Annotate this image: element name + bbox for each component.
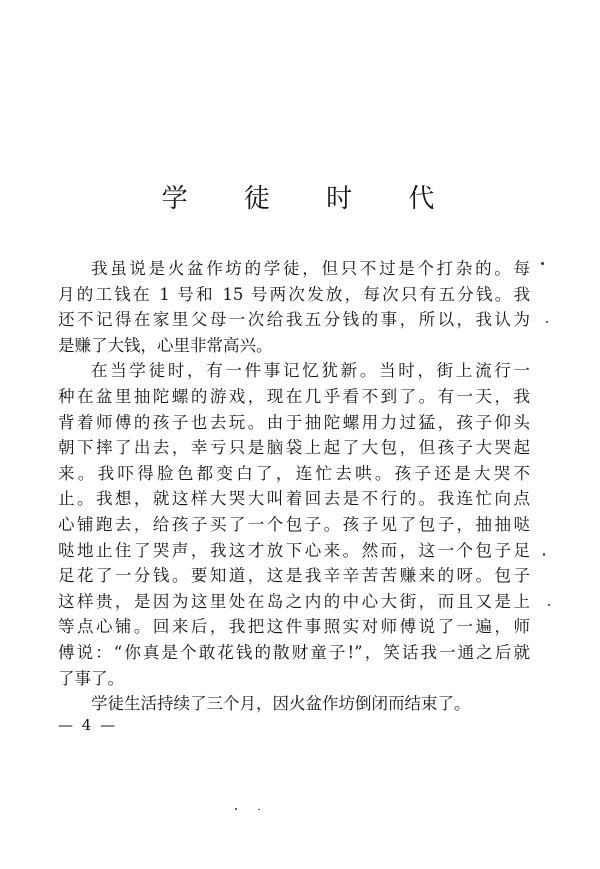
text-line: 背着师傅的孩子也去玩。由于抽陀螺用力过猛，孩子仰头 (58, 412, 530, 432)
scan-speck (258, 809, 260, 810)
text-line: 傅说：“你真是个敢花钱的散财童子!”，笑话我一通之后就 (58, 642, 530, 662)
text-line: 了事了。 (58, 668, 124, 688)
text-line: 我虽说是火盆作坊的学徒，但只不过是个打杂的。每 (91, 259, 530, 278)
text-line: 朝下摔了出去，幸亏只是脑袋上起了大包，但孩子大哭起 (58, 438, 530, 458)
body-text (58, 256, 530, 717)
text-line: 月的工钱在 1 号和 15 号两次发放，每次只有五分钱。我 (58, 284, 530, 304)
scan-speck (235, 808, 237, 810)
text-line: 种在盆里抽陀螺的游戏，现在几乎看不到了。有一天，我 (58, 386, 530, 406)
page-number: — 4 — (58, 716, 118, 734)
text-line: 这样贵，是因为这里处在岛之内的中心大街，而且又是上 (58, 591, 530, 611)
text-line: 足花了一分钱。要知道，这是我辛辛苦苦赚来的呀。包子 (58, 566, 530, 586)
text-line: 心铺跑去，给孩子买了一个包子。孩子见了包子，抽抽哒 (58, 514, 530, 534)
text-line: 学徒生活持续了三个月，因火盆作坊倒闭而结束了。 (91, 694, 471, 714)
scan-speck (546, 321, 548, 323)
text-line: 在当学徒时，有一件事记忆犹新。当时，街上流行一 (91, 361, 530, 381)
scan-speck (543, 553, 545, 556)
text-line: 止。我想，就这样大哭大叫着回去是不行的。我连忙向点 (58, 489, 530, 509)
text-line: 还不记得在家里父母一次给我五分钱的事，所以，我认为 (58, 310, 530, 330)
text-line: 来。我吓得脸色都变白了，连忙去哄。孩子还是大哭不 (58, 463, 530, 483)
chapter-title: 学 徒 时 代 (161, 184, 459, 214)
scan-speck (548, 604, 550, 606)
text-line: 等点心铺。回来后，我把这件事照实对师傅说了一遍，师 (58, 617, 530, 637)
scan-speck (541, 262, 544, 265)
text-line: 哒地止住了哭声，我这才放下心来。然而，这一个包子足 (58, 540, 530, 560)
text-line: 是赚了大钱，心里非常高兴。 (58, 335, 273, 355)
